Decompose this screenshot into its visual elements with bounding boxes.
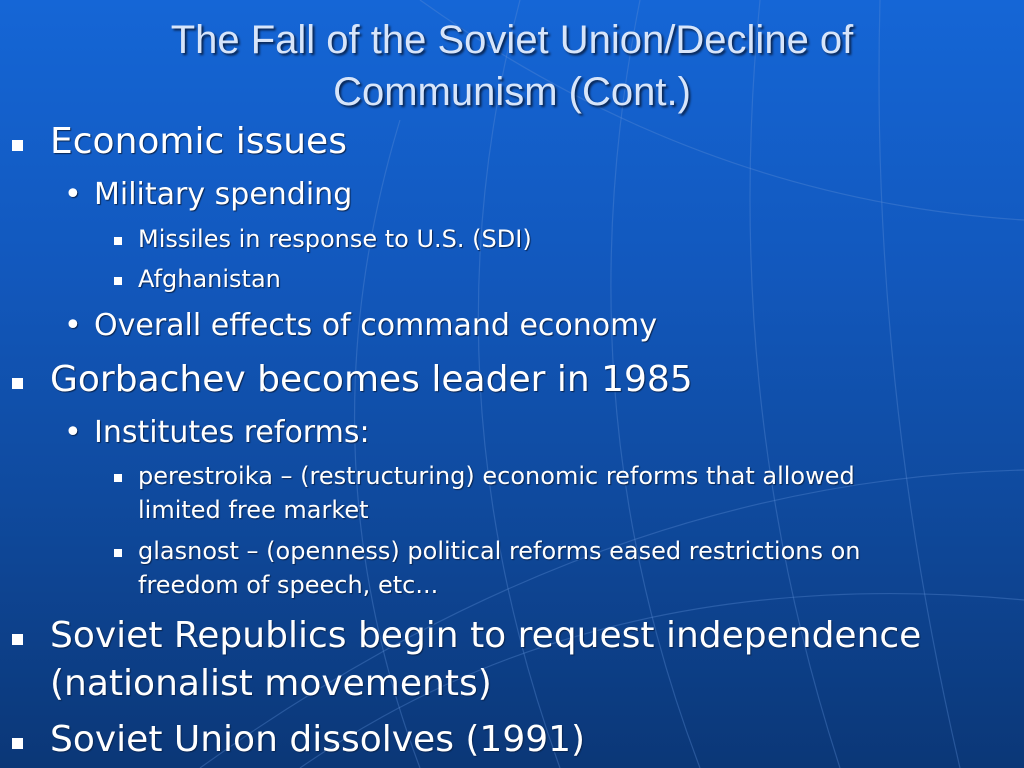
- bullet-text-line-2: freedom of speech, etc...: [138, 571, 439, 599]
- square-bullet-icon: [114, 277, 122, 285]
- bullet-text-line-2: limited free market: [138, 496, 369, 524]
- dot-bullet-icon: •: [64, 308, 82, 343]
- bullet-text: Economic issues: [50, 121, 347, 162]
- square-bullet-icon: [12, 140, 23, 151]
- square-bullet-icon: [12, 634, 23, 645]
- bullet-text-line-1: Soviet Republics begin to request independence: [50, 615, 922, 656]
- bullet-text-line-1: glasnost – (openness) political reforms eased restrictions on: [138, 537, 861, 565]
- bullet-text: Soviet Union dissolves (1991): [50, 719, 586, 760]
- bullet-text: Missiles in response to U.S. (SDI): [138, 225, 532, 253]
- bullet-text: Military spending: [94, 177, 353, 212]
- bullet-text: Overall effects of command economy: [94, 308, 658, 343]
- square-bullet-icon: [114, 549, 122, 557]
- dot-bullet-icon: •: [64, 415, 82, 450]
- bullet-text-line-1: perestroika – (restructuring) economic reforms that allowed: [138, 462, 855, 490]
- bullet-text-line-2: (nationalist movements): [50, 663, 492, 704]
- square-bullet-icon: [114, 237, 122, 245]
- dot-bullet-icon: •: [64, 177, 82, 212]
- square-bullet-icon: [12, 378, 23, 389]
- bullet-text: Institutes reforms:: [94, 415, 370, 450]
- bullet-text: Afghanistan: [138, 265, 281, 293]
- slide-title-line-1: The Fall of the Soviet Union/Decline of: [170, 18, 854, 62]
- square-bullet-icon: [114, 474, 122, 482]
- bullet-text: Gorbachev becomes leader in 1985: [50, 359, 693, 400]
- square-bullet-icon: [12, 738, 23, 749]
- slide-title-line-2: Communism (Cont.): [333, 70, 691, 114]
